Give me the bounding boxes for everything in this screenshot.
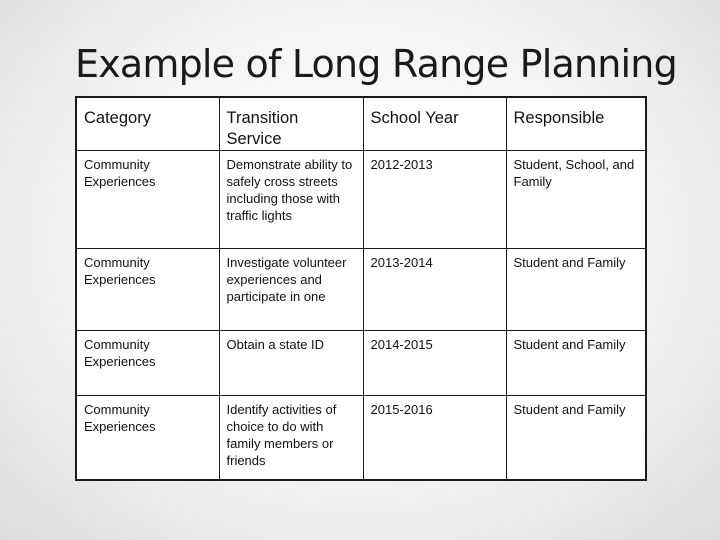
cell-transition-service: Obtain a state ID — [219, 331, 363, 396]
cell-responsible: Student and Family — [506, 249, 646, 331]
table-row — [76, 396, 646, 480]
header-responsible: Responsible — [506, 97, 646, 151]
cell-transition-service: Identify activities of choice to do with family members or friends — [219, 396, 363, 480]
cell-school-year: 2012-2013 — [363, 151, 506, 249]
cell-category: Community Experiences — [76, 249, 219, 331]
cell-school-year: 2013-2014 — [363, 249, 506, 331]
cell-school-year: 2014-2015 — [363, 331, 506, 396]
table-row — [76, 331, 646, 396]
cell-responsible: Student and Family — [506, 396, 646, 480]
cell-category: Community Experiences — [76, 396, 219, 480]
cell-transition-service: Demonstrate ability to safely cross streets including those with traffic lights — [219, 151, 363, 249]
header-school-year: School Year — [363, 97, 506, 151]
table-header-row — [76, 97, 646, 151]
long-range-plan-table — [75, 96, 647, 481]
table-row — [76, 249, 646, 331]
cell-category: Community Experiences — [76, 151, 219, 249]
header-category: Category — [76, 97, 219, 151]
cell-school-year: 2015-2016 — [363, 396, 506, 480]
slide-title: Example of Long Range Planning — [75, 42, 677, 86]
cell-transition-service: Investigate volunteer experiences and participate in one — [219, 249, 363, 331]
table-row — [76, 151, 646, 249]
cell-responsible: Student, School, and Family — [506, 151, 646, 249]
cell-category: Community Experiences — [76, 331, 219, 396]
header-transition-service: Transition Service — [219, 97, 363, 151]
cell-responsible: Student and Family — [506, 331, 646, 396]
